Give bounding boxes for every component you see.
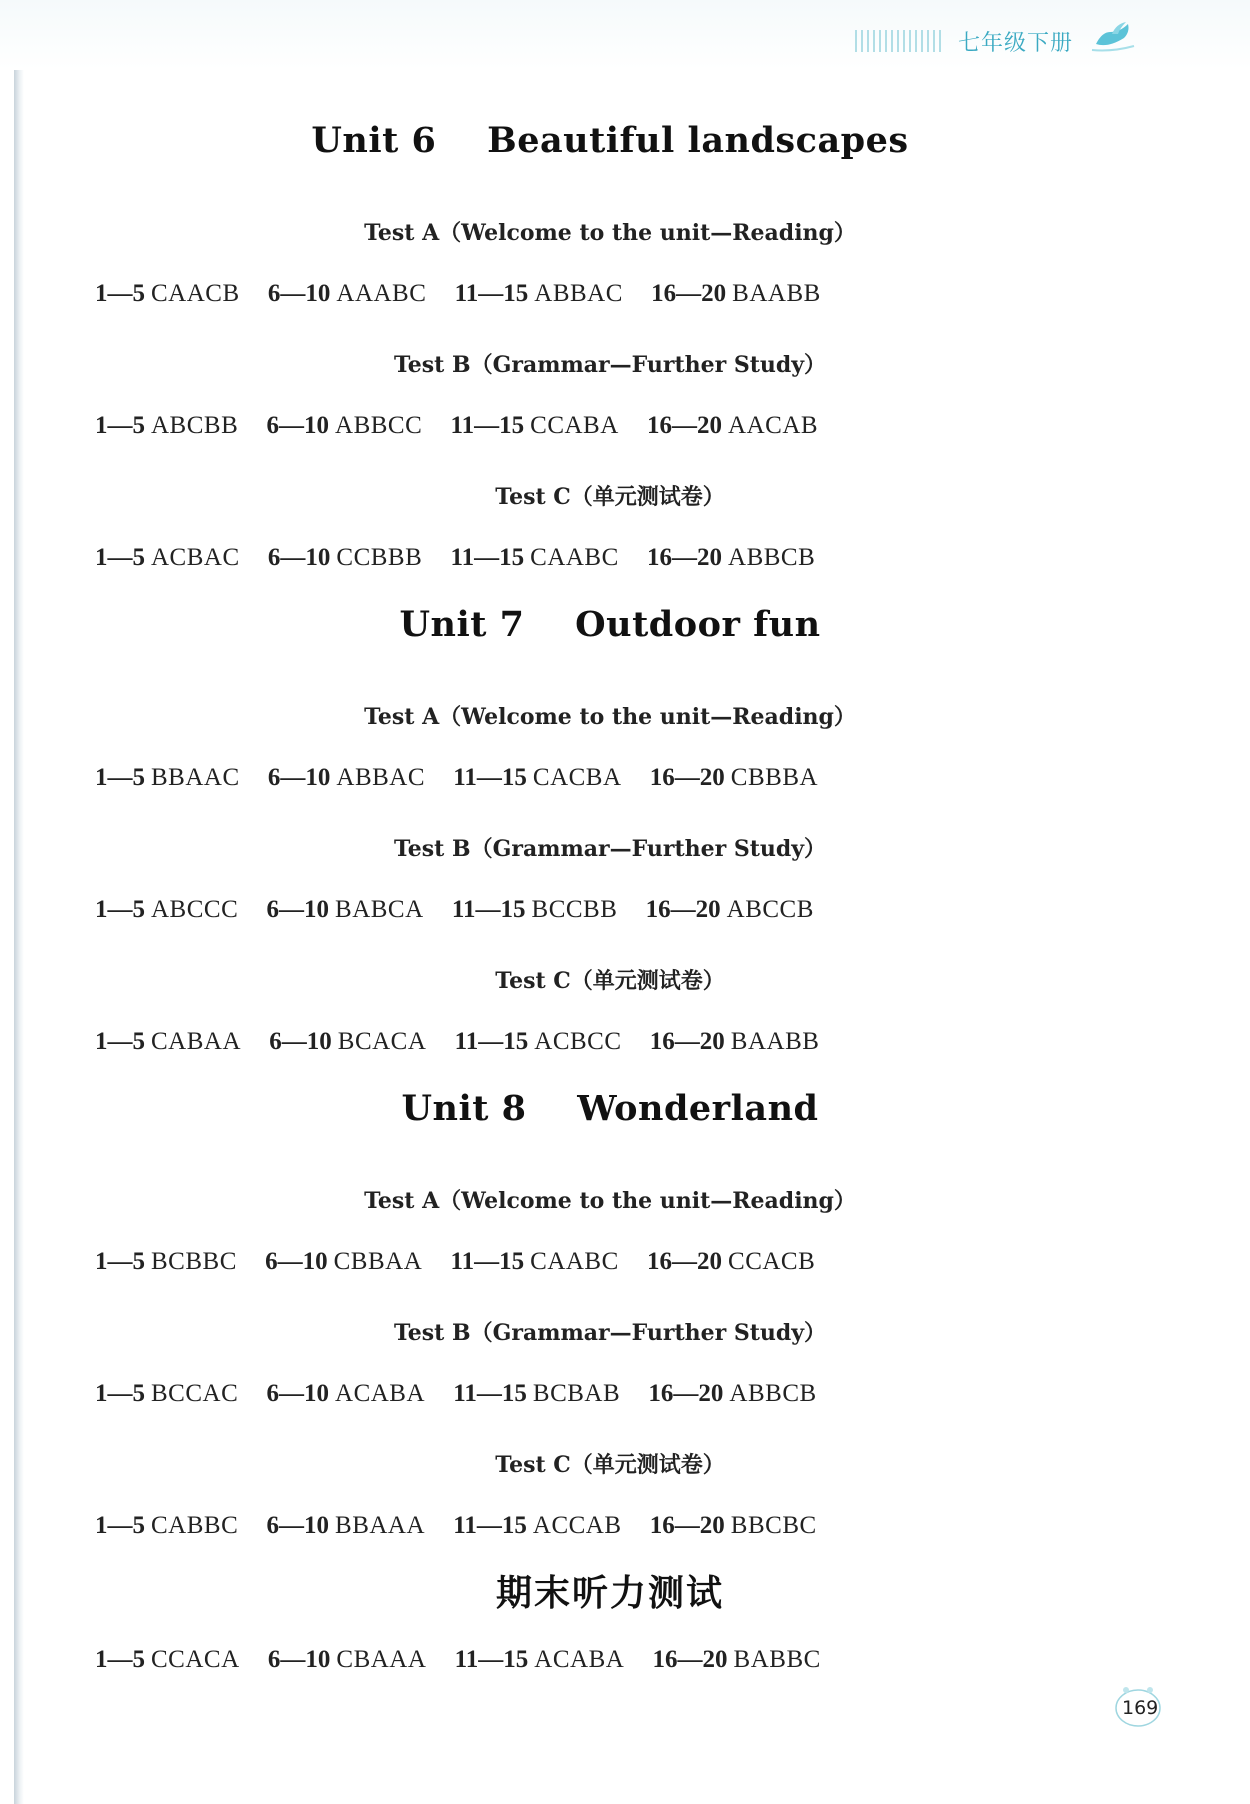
range-label: 11—15 — [453, 764, 527, 791]
unit-8-test-a-answers — [95, 1248, 837, 1276]
unit-7-title: Unit 7 Outdoor fun — [399, 604, 821, 645]
answer-letters: CACBA — [532, 764, 622, 791]
answer-group — [95, 896, 238, 924]
unit-7-test-c-title: Test C（单元测试卷） — [495, 968, 725, 994]
answer-group — [455, 280, 623, 308]
answer-group — [453, 1512, 621, 1540]
answer-group — [268, 544, 422, 572]
range-label: 16—20 — [648, 1380, 724, 1407]
answer-letters: BCBAB — [532, 1380, 621, 1407]
answer-group — [95, 412, 238, 440]
answer-letters: BCACA — [337, 1028, 427, 1055]
answer-letters: ABBAC — [336, 764, 426, 791]
unit-8-test-a-title: Test A（Welcome to the unit—Reading） — [364, 1188, 856, 1214]
answer-letters: CABAA — [151, 1028, 242, 1055]
range-label: 16—20 — [649, 1512, 725, 1539]
range-label: 11—15 — [453, 1512, 527, 1539]
grade-label: 七年级下册 — [958, 31, 1074, 56]
range-label: 11—15 — [454, 1028, 529, 1055]
range-label: 16—20 — [647, 544, 723, 571]
answer-letters: CAACB — [151, 280, 240, 307]
answer-letters: BABBC — [733, 1646, 821, 1673]
answer-letters: ABBCB — [728, 544, 816, 571]
unit-7-test-a-answers — [95, 764, 840, 792]
unit-7-test-c-answers — [95, 1028, 841, 1056]
range-label: 11—15 — [453, 1380, 527, 1407]
answer-group — [95, 280, 240, 308]
page-number: 169 — [1122, 1697, 1159, 1719]
range-label: 1—5 — [95, 896, 145, 923]
answer-group — [451, 1248, 619, 1276]
answer-letters: BBCBC — [730, 1512, 817, 1539]
unit-8-test-b-title: Test B（Grammar—Further Study） — [393, 1320, 827, 1346]
answer-letters: CBBBA — [730, 764, 819, 791]
unit-6-test-a-title: Test A（Welcome to the unit—Reading） — [364, 220, 856, 246]
unit-8-test-c-answers — [95, 1512, 839, 1540]
answer-letters: ACCAB — [532, 1512, 622, 1539]
answer-letters: AACAB — [728, 412, 819, 439]
answer-group — [646, 896, 814, 924]
unit-7-test-b-answers — [95, 896, 836, 924]
range-label: 16—20 — [647, 412, 723, 439]
range-label: 6—10 — [266, 1380, 330, 1407]
answer-group — [269, 1028, 426, 1056]
answer-group — [268, 280, 427, 308]
range-label: 1—5 — [95, 412, 145, 439]
range-label: 16—20 — [649, 1028, 725, 1055]
range-label: 1—5 — [95, 1380, 145, 1407]
answer-group — [95, 544, 240, 572]
answer-group — [267, 412, 423, 440]
range-label: 6—10 — [267, 764, 331, 791]
answer-group — [95, 764, 240, 792]
answer-letters: ABBAC — [534, 280, 623, 307]
answer-letters: CCACB — [728, 1248, 816, 1275]
range-label: 16—20 — [645, 896, 721, 923]
answer-letters: CBAAA — [336, 1646, 427, 1673]
range-label: 11—15 — [454, 1646, 529, 1673]
answer-letters: CCBBB — [336, 544, 423, 571]
answer-group — [267, 1512, 426, 1540]
range-label: 11—15 — [451, 896, 526, 923]
answer-letters: CAABC — [530, 544, 619, 571]
answer-group — [647, 1248, 815, 1276]
unit-6-title: Unit 6 Beautiful landscapes — [311, 120, 909, 161]
answer-letters: AAABC — [336, 280, 427, 307]
answer-group — [265, 1248, 422, 1276]
unit-8-title: Unit 8 Wonderland — [401, 1088, 819, 1129]
unit-7-test-b-title: Test B（Grammar—Further Study） — [393, 836, 827, 862]
answer-letters: ACABA — [335, 1380, 426, 1407]
answer-group — [451, 412, 619, 440]
answer-letters: ABBCB — [729, 1380, 817, 1407]
final-listening-test-title: 期末听力测试 — [495, 1573, 724, 1614]
answer-letters: CCABA — [530, 412, 619, 439]
answer-letters: BCBBC — [151, 1248, 237, 1275]
range-label: 6—10 — [265, 1248, 328, 1275]
range-label: 6—10 — [266, 412, 330, 439]
answer-letters: BCCAC — [151, 1380, 239, 1407]
answer-letters: ABBCC — [335, 412, 423, 439]
answer-group — [451, 544, 619, 572]
range-label: 6—10 — [267, 544, 331, 571]
range-label: 11—15 — [450, 412, 525, 439]
unit-8-test-b-answers — [95, 1380, 839, 1408]
answer-group — [653, 1646, 821, 1674]
final-test-answers — [95, 1646, 843, 1674]
answer-letters: CAABC — [530, 1248, 619, 1275]
range-label: 16—20 — [647, 1248, 723, 1275]
answer-letters: BCCBB — [531, 896, 618, 923]
answer-group — [647, 544, 815, 572]
answer-group — [650, 1028, 820, 1056]
answer-group — [453, 1380, 620, 1408]
bird-icon — [1090, 18, 1136, 54]
answer-letters: ACBAC — [151, 544, 240, 571]
range-label: 6—10 — [269, 1028, 332, 1055]
answer-group — [650, 1512, 817, 1540]
range-label: 6—10 — [266, 1512, 330, 1539]
answer-letters: ABCBB — [151, 412, 239, 439]
answer-group — [648, 1380, 816, 1408]
range-label: 16—20 — [652, 1646, 728, 1673]
answer-group — [453, 764, 621, 792]
range-label: 11—15 — [454, 280, 529, 307]
range-label: 1—5 — [95, 1248, 145, 1275]
answer-group — [95, 1248, 237, 1276]
range-label: 1—5 — [95, 544, 145, 571]
answer-letters: BABCA — [335, 896, 424, 923]
answer-group — [455, 1028, 622, 1056]
unit-8-test-c-title: Test C（单元测试卷） — [495, 1452, 725, 1478]
answer-letters: ABCCB — [726, 896, 814, 923]
answer-letters: BBAAC — [151, 764, 240, 791]
answer-group — [268, 1646, 427, 1674]
range-label: 11—15 — [450, 544, 525, 571]
unit-6-test-b-answers — [95, 412, 840, 440]
range-label: 6—10 — [266, 896, 330, 923]
answer-group — [267, 1380, 426, 1408]
unit-7-test-a-title: Test A（Welcome to the unit—Reading） — [364, 704, 856, 730]
page-edge — [14, 0, 24, 1804]
range-label: 1—5 — [95, 1512, 145, 1539]
answer-letters: ACABA — [534, 1646, 625, 1673]
answer-letters: CABBC — [151, 1512, 239, 1539]
answer-group — [455, 1646, 625, 1674]
answer-letters: BAABB — [732, 280, 821, 307]
range-label: 16—20 — [651, 280, 727, 307]
answer-group — [268, 764, 425, 792]
unit-6-test-c-title: Test C（单元测试卷） — [495, 484, 725, 510]
answer-letters: BBAAA — [335, 1512, 426, 1539]
unit-6-test-a-answers — [95, 280, 843, 308]
range-label: 1—5 — [95, 1646, 145, 1673]
range-label: 1—5 — [95, 764, 145, 791]
range-label: 11—15 — [450, 1248, 525, 1275]
range-label: 6—10 — [267, 1646, 331, 1673]
answer-group — [651, 280, 821, 308]
range-label: 6—10 — [267, 280, 331, 307]
answer-letters: ABCCC — [151, 896, 239, 923]
answer-group — [650, 764, 818, 792]
answer-group — [95, 1512, 238, 1540]
range-label: 1—5 — [95, 280, 145, 307]
answer-group — [647, 412, 818, 440]
answer-letters: BAABB — [730, 1028, 820, 1055]
answer-group — [95, 1380, 238, 1408]
unit-6-test-b-title: Test B（Grammar—Further Study） — [393, 352, 827, 378]
answer-group — [95, 1646, 240, 1674]
answer-letters: CBBAA — [333, 1248, 423, 1275]
answer-letters: CCACA — [151, 1646, 240, 1673]
range-label: 16—20 — [649, 764, 725, 791]
answer-group — [452, 896, 618, 924]
range-label: 1—5 — [95, 1028, 145, 1055]
answer-group — [267, 896, 424, 924]
unit-6-test-c-answers — [95, 544, 837, 572]
header-dots-decoration — [855, 30, 945, 52]
answer-letters: ACBCC — [534, 1028, 622, 1055]
answer-group — [95, 1028, 241, 1056]
